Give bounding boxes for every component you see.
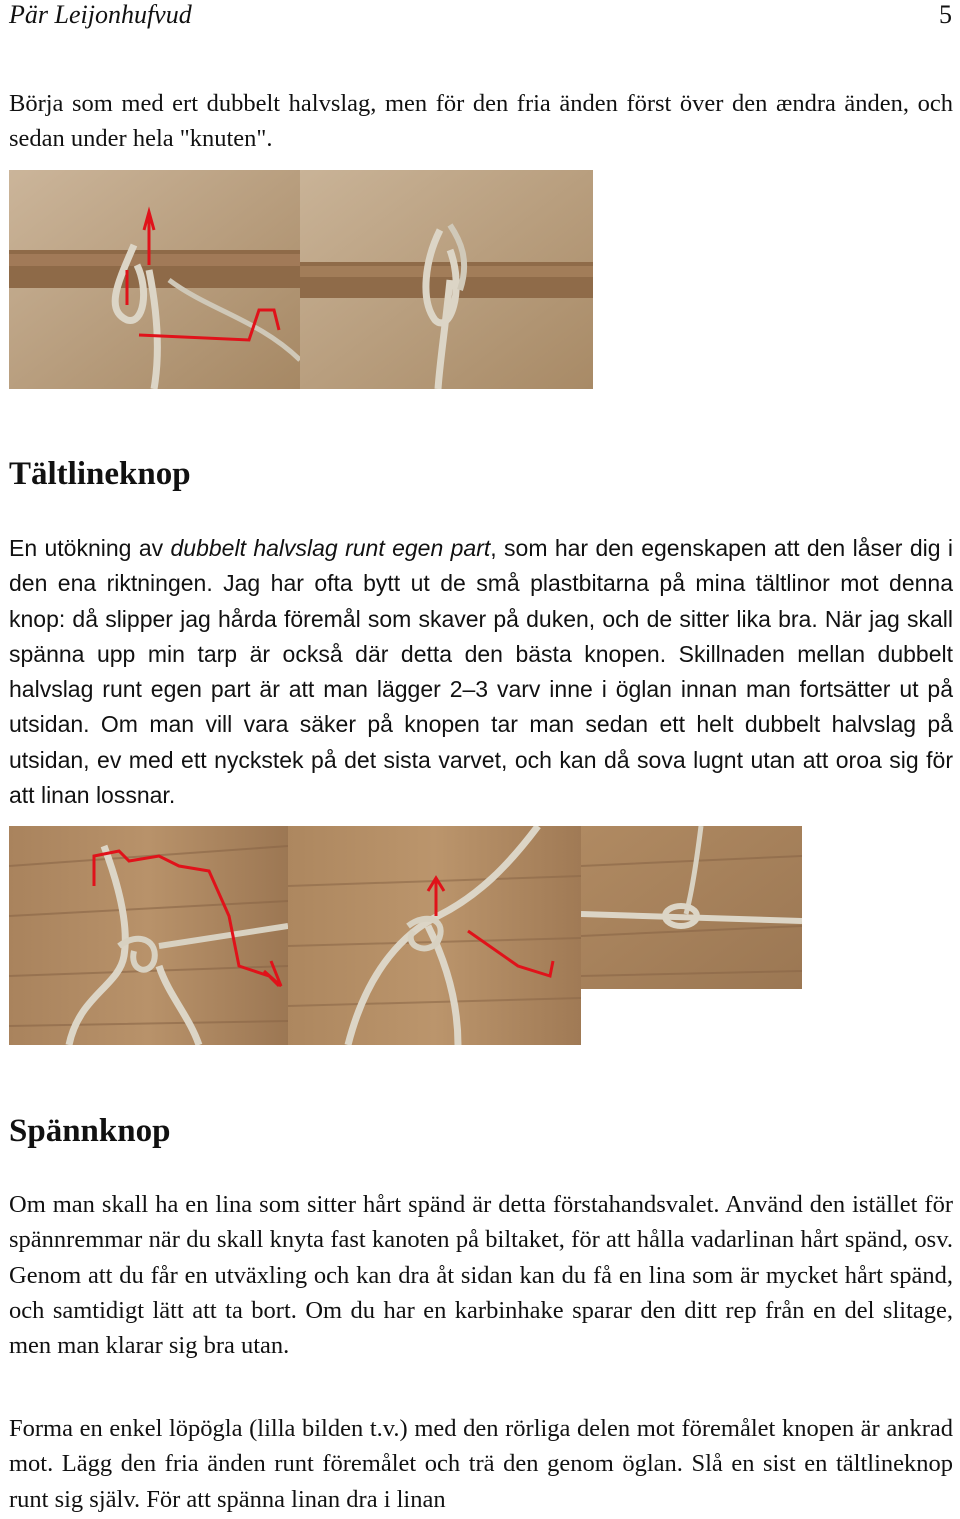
photo-taltlineknop-finished (581, 826, 802, 989)
author-name: Pär Leijonhufvud (9, 0, 192, 29)
running-header (9, 0, 952, 34)
photo-taltlineknop-step1 (9, 826, 288, 1045)
section-title-taltlineknop: Tältlineknop (9, 456, 191, 492)
photo-knot-step-annotated (9, 170, 300, 389)
intro-paragraph: Börja som med ert dubbelt halvslag, men för den fria änden först över den ændra änden, och sedan under hela "knuten". (9, 90, 953, 153)
page-number: 5 (939, 0, 952, 29)
section1-text-b: , som har den egenskapen att den låser dig i den ena riktningen. Jag har ofta bytt ut de små plastbitarna på mina tältlinor mot denna knop: då slipper jag hårda föremål som skaver på duken, och de sitter lika bra. När jag skall spänna upp min tarp är också där detta den bästa knopen. Skillnaden mellan dubbelt halvslag runt egen part är att man lägger 2–3 varv inne i öglan innan man fortsätter ut på utsidan. Om man vill vara säker på knopen tar man sedan ett helt dubbelt halvslag på utsidan, ev med ett nyckstek på det sista varvet, och kan då sova lugnt utan att oroa sig för att linan lossnar. (9, 535, 953, 809)
photo-taltlineknop-step2 (288, 826, 581, 1045)
section1-emphasis: dubbelt halvslag runt egen part (170, 535, 491, 561)
section1-paragraph (9, 531, 953, 813)
section2-paragraph-2: Forma en enkel löpögla (lilla bilden t.v.) med den rörliga delen mot föremålet knopen är ankrad mot. Lägg den fria änden runt föremålet och trä den genom öglan. Slå en sist en tältlineknop runt sig själv. För att spänna linan dra i linan (9, 1415, 953, 1513)
section-title-spannknop: Spännknop (9, 1113, 171, 1149)
section2-paragraph-1: Om man skall ha en lina som sitter hårt spänd är detta förstahandsvalet. Använd den istället för spännremmar när du skall knyta fast kanoten på biltaket, för att hålla vadarlinan hårt spänd, osv. Genom att du får en utväxling och kan dra åt sidan kan du få en lina som är mycket hårt spänd, och samtidigt lätt att ta bort. Om du har en karbinhake sparar den ditt rep från en del slitage, men man klarar sig bra utan. (9, 1191, 953, 1360)
section1-text-a: En utökning av (9, 535, 171, 561)
photo-knot-finished (300, 170, 593, 389)
